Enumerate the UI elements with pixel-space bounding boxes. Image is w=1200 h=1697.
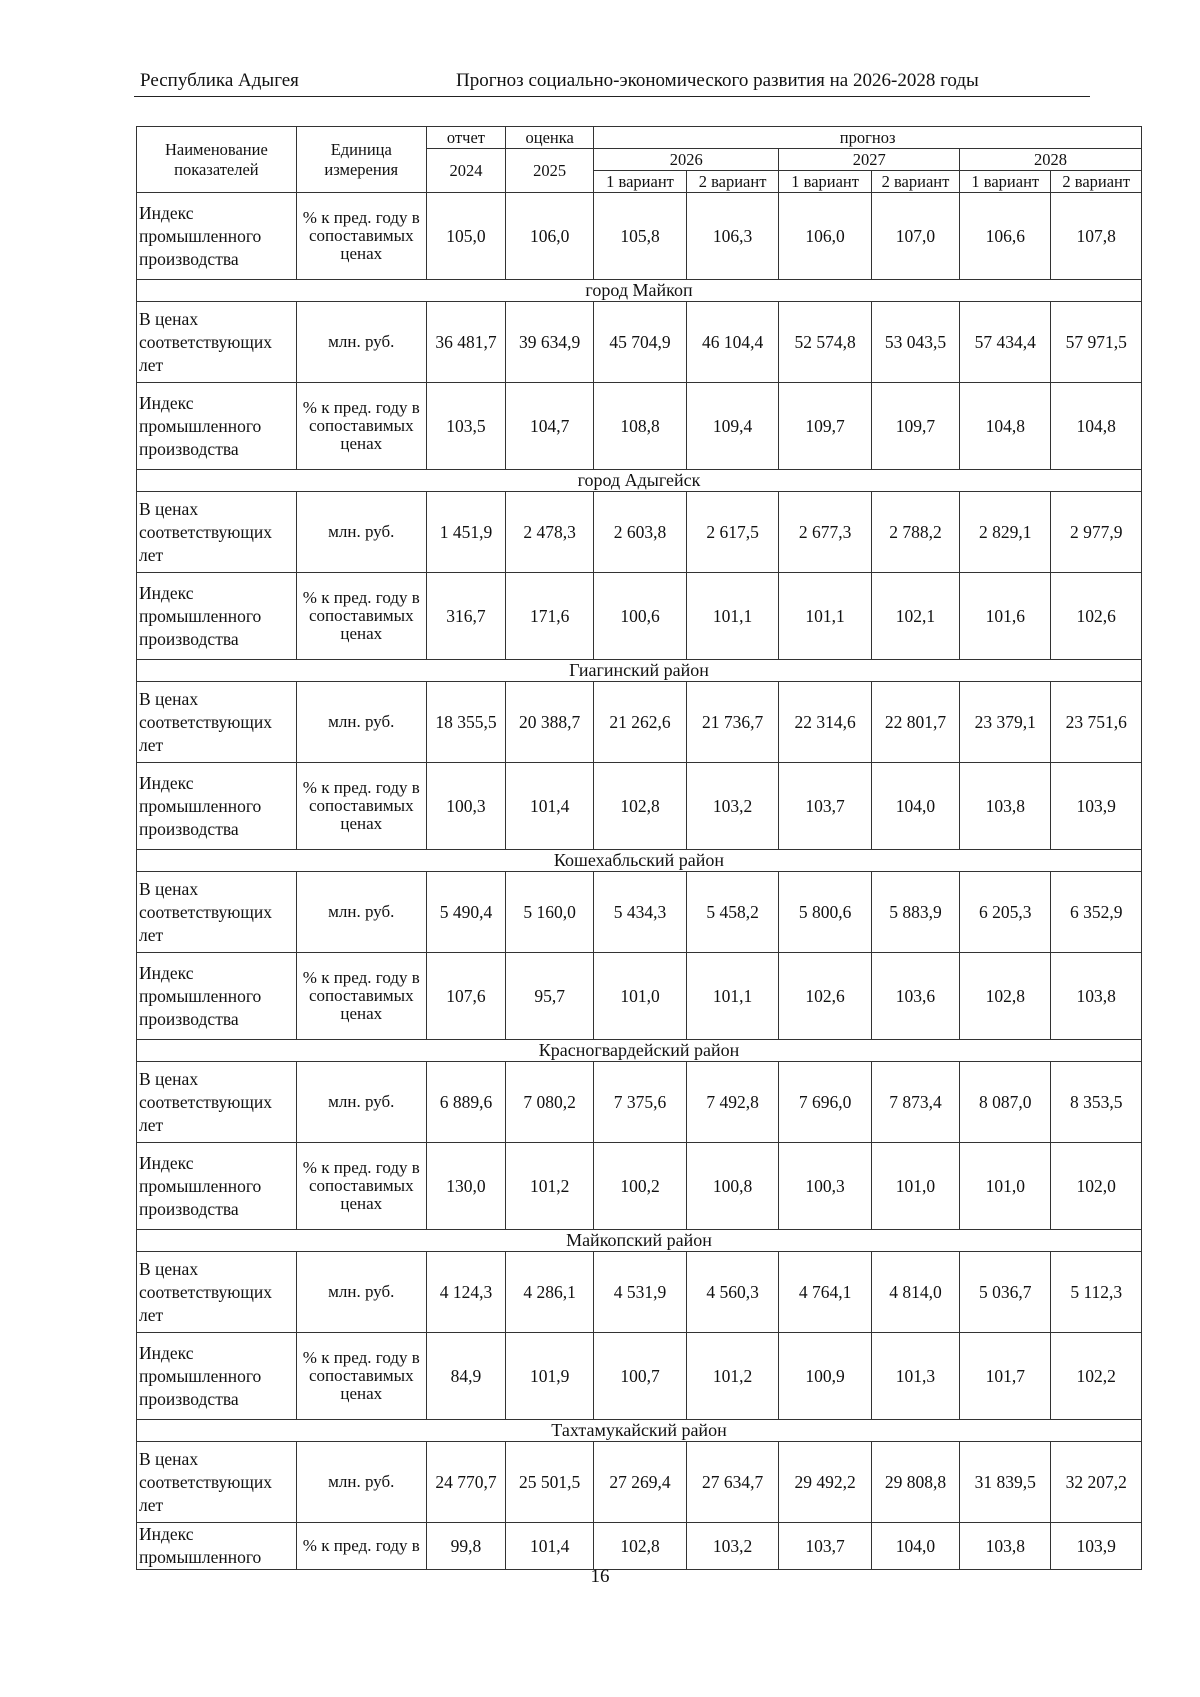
value-cell: 106,0	[506, 193, 594, 280]
row-unit: % к пред. году в	[296, 1523, 426, 1570]
value-cell: 103,5	[426, 383, 505, 470]
value-cell: 45 704,9	[594, 302, 687, 383]
value-cell: 29 808,8	[871, 1442, 959, 1523]
col-header-forecast: прогноз	[594, 127, 1142, 149]
value-cell: 46 104,4	[686, 302, 779, 383]
value-cell: 106,6	[960, 193, 1051, 280]
value-cell: 2 603,8	[594, 492, 687, 573]
value-cell: 7 696,0	[779, 1062, 872, 1143]
value-cell: 101,4	[506, 763, 594, 850]
row-indicator-name: Индекс промышленного производства	[137, 573, 297, 660]
value-cell: 107,0	[871, 193, 959, 280]
row-unit: % к пред. году в сопоставимых ценах	[296, 383, 426, 470]
value-cell: 2 977,9	[1051, 492, 1142, 573]
table-row	[137, 1143, 1142, 1230]
page-number: 16	[590, 1566, 610, 1587]
table-header	[137, 127, 1142, 193]
col-header-2028: 2028	[960, 149, 1142, 171]
value-cell: 57 434,4	[960, 302, 1051, 383]
row-unit: млн. руб.	[296, 1062, 426, 1143]
value-cell: 101,7	[960, 1333, 1051, 1420]
value-cell: 39 634,9	[506, 302, 594, 383]
section-title: город Майкоп	[137, 280, 1142, 302]
value-cell: 130,0	[426, 1143, 505, 1230]
value-cell: 107,8	[1051, 193, 1142, 280]
value-cell: 101,3	[871, 1333, 959, 1420]
value-cell: 103,8	[1051, 953, 1142, 1040]
table-row	[137, 1442, 1142, 1523]
value-cell: 25 501,5	[506, 1442, 594, 1523]
value-cell: 5 036,7	[960, 1252, 1051, 1333]
col-header-2026-v2: 2 вариант	[686, 171, 779, 193]
value-cell: 2 829,1	[960, 492, 1051, 573]
value-cell: 104,0	[871, 763, 959, 850]
value-cell: 5 434,3	[594, 872, 687, 953]
value-cell: 103,7	[779, 763, 872, 850]
section-title: Гиагинский район	[137, 660, 1142, 682]
value-cell: 102,8	[594, 763, 687, 850]
value-cell: 5 800,6	[779, 872, 872, 953]
value-cell: 1 451,9	[426, 492, 505, 573]
row-indicator-name: В ценах соответствующих лет	[137, 872, 297, 953]
value-cell: 20 388,7	[506, 682, 594, 763]
value-cell: 100,8	[686, 1143, 779, 1230]
row-unit: млн. руб.	[296, 682, 426, 763]
row-indicator-name: В ценах соответствующих лет	[137, 682, 297, 763]
value-cell: 105,0	[426, 193, 505, 280]
value-cell: 103,2	[686, 1523, 779, 1570]
value-cell: 29 492,2	[779, 1442, 872, 1523]
row-unit: % к пред. году в сопоставимых ценах	[296, 193, 426, 280]
table-row	[137, 193, 1142, 280]
col-header-2026-v1: 1 вариант	[594, 171, 687, 193]
value-cell: 101,4	[506, 1523, 594, 1570]
value-cell: 36 481,7	[426, 302, 505, 383]
row-indicator-name: Индекс промышленного производства	[137, 383, 297, 470]
value-cell: 2 478,3	[506, 492, 594, 573]
row-indicator-name: Индекс промышленного производства	[137, 763, 297, 850]
row-indicator-name: Индекс промышленного производства	[137, 1143, 297, 1230]
value-cell: 2 677,3	[779, 492, 872, 573]
value-cell: 103,8	[960, 1523, 1051, 1570]
value-cell: 102,6	[779, 953, 872, 1040]
value-cell: 106,0	[779, 193, 872, 280]
row-indicator-name: В ценах соответствующих лет	[137, 1062, 297, 1143]
value-cell: 2 788,2	[871, 492, 959, 573]
table-row	[137, 1523, 1142, 1570]
value-cell: 101,6	[960, 573, 1051, 660]
value-cell: 84,9	[426, 1333, 505, 1420]
col-header-report: отчет	[426, 127, 505, 149]
value-cell: 106,3	[686, 193, 779, 280]
value-cell: 101,2	[506, 1143, 594, 1230]
value-cell: 27 269,4	[594, 1442, 687, 1523]
value-cell: 109,4	[686, 383, 779, 470]
value-cell: 5 458,2	[686, 872, 779, 953]
row-indicator-name: Индекс промышленного производства	[137, 1333, 297, 1420]
value-cell: 109,7	[871, 383, 959, 470]
value-cell: 100,7	[594, 1333, 687, 1420]
section-title: Майкопский район	[137, 1230, 1142, 1252]
value-cell: 24 770,7	[426, 1442, 505, 1523]
row-indicator-name: В ценах соответствующих лет	[137, 492, 297, 573]
value-cell: 6 352,9	[1051, 872, 1142, 953]
value-cell: 53 043,5	[871, 302, 959, 383]
value-cell: 95,7	[506, 953, 594, 1040]
value-cell: 22 801,7	[871, 682, 959, 763]
section-row	[137, 1040, 1142, 1062]
value-cell: 104,7	[506, 383, 594, 470]
row-unit: млн. руб.	[296, 492, 426, 573]
col-header-2025: 2025	[506, 149, 594, 193]
value-cell: 8 087,0	[960, 1062, 1051, 1143]
value-cell: 7 375,6	[594, 1062, 687, 1143]
value-cell: 4 560,3	[686, 1252, 779, 1333]
value-cell: 108,8	[594, 383, 687, 470]
row-unit: % к пред. году в сопоставимых ценах	[296, 573, 426, 660]
table-row	[137, 1333, 1142, 1420]
value-cell: 6 205,3	[960, 872, 1051, 953]
value-cell: 104,8	[960, 383, 1051, 470]
value-cell: 4 814,0	[871, 1252, 959, 1333]
section-title: Тахтамукайский район	[137, 1420, 1142, 1442]
row-unit: млн. руб.	[296, 1252, 426, 1333]
value-cell: 6 889,6	[426, 1062, 505, 1143]
value-cell: 22 314,6	[779, 682, 872, 763]
value-cell: 103,9	[1051, 763, 1142, 850]
value-cell: 21 736,7	[686, 682, 779, 763]
col-header-estimate: оценка	[506, 127, 594, 149]
section-row	[137, 660, 1142, 682]
table-row	[137, 1252, 1142, 1333]
table-row	[137, 492, 1142, 573]
value-cell: 23 379,1	[960, 682, 1051, 763]
value-cell: 101,1	[779, 573, 872, 660]
value-cell: 4 124,3	[426, 1252, 505, 1333]
table-row	[137, 1062, 1142, 1143]
value-cell: 101,1	[686, 953, 779, 1040]
value-cell: 109,7	[779, 383, 872, 470]
row-unit: % к пред. году в сопоставимых ценах	[296, 953, 426, 1040]
value-cell: 100,6	[594, 573, 687, 660]
value-cell: 99,8	[426, 1523, 505, 1570]
running-header	[134, 66, 1090, 97]
value-cell: 4 531,9	[594, 1252, 687, 1333]
value-cell: 2 617,5	[686, 492, 779, 573]
value-cell: 102,2	[1051, 1333, 1142, 1420]
value-cell: 4 764,1	[779, 1252, 872, 1333]
value-cell: 316,7	[426, 573, 505, 660]
value-cell: 101,0	[960, 1143, 1051, 1230]
value-cell: 101,0	[594, 953, 687, 1040]
value-cell: 5 490,4	[426, 872, 505, 953]
row-indicator-name: В ценах соответствующих лет	[137, 1252, 297, 1333]
table-row	[137, 953, 1142, 1040]
value-cell: 57 971,5	[1051, 302, 1142, 383]
value-cell: 101,0	[871, 1143, 959, 1230]
value-cell: 32 207,2	[1051, 1442, 1142, 1523]
value-cell: 7 492,8	[686, 1062, 779, 1143]
section-row	[137, 470, 1142, 492]
value-cell: 18 355,5	[426, 682, 505, 763]
value-cell: 31 839,5	[960, 1442, 1051, 1523]
col-header-2027: 2027	[779, 149, 960, 171]
value-cell: 102,1	[871, 573, 959, 660]
value-cell: 100,9	[779, 1333, 872, 1420]
value-cell: 103,9	[1051, 1523, 1142, 1570]
col-header-2027-v2: 2 вариант	[871, 171, 959, 193]
col-header-2027-v1: 1 вариант	[779, 171, 872, 193]
value-cell: 171,6	[506, 573, 594, 660]
value-cell: 104,0	[871, 1523, 959, 1570]
row-indicator-name: В ценах соответствующих лет	[137, 302, 297, 383]
section-title: Кошехабльский район	[137, 850, 1142, 872]
row-indicator-name: В ценах соответствующих лет	[137, 1442, 297, 1523]
value-cell: 102,6	[1051, 573, 1142, 660]
value-cell: 102,0	[1051, 1143, 1142, 1230]
value-cell: 8 353,5	[1051, 1062, 1142, 1143]
section-row	[137, 1420, 1142, 1442]
col-header-name: Наименование показателей	[137, 127, 297, 193]
value-cell: 102,8	[960, 953, 1051, 1040]
table-row	[137, 573, 1142, 660]
row-indicator-name: Индекс промышленного производства	[137, 193, 297, 280]
value-cell: 21 262,6	[594, 682, 687, 763]
value-cell: 101,1	[686, 573, 779, 660]
value-cell: 103,8	[960, 763, 1051, 850]
section-title: Красногвардейский район	[137, 1040, 1142, 1062]
row-unit: млн. руб.	[296, 302, 426, 383]
value-cell: 101,9	[506, 1333, 594, 1420]
section-row	[137, 1230, 1142, 1252]
row-indicator-name: Индекс промышленного производства	[137, 953, 297, 1040]
section-row	[137, 850, 1142, 872]
section-row	[137, 280, 1142, 302]
value-cell: 100,2	[594, 1143, 687, 1230]
table-row	[137, 872, 1142, 953]
row-unit: млн. руб.	[296, 872, 426, 953]
row-unit: % к пред. году в сопоставимых ценах	[296, 1333, 426, 1420]
col-header-2028-v2: 2 вариант	[1051, 171, 1142, 193]
value-cell: 103,2	[686, 763, 779, 850]
value-cell: 105,8	[594, 193, 687, 280]
value-cell: 5 112,3	[1051, 1252, 1142, 1333]
col-header-unit: Единица измерения	[296, 127, 426, 193]
value-cell: 4 286,1	[506, 1252, 594, 1333]
col-header-2024: 2024	[426, 149, 505, 193]
table-row	[137, 383, 1142, 470]
section-title: город Адыгейск	[137, 470, 1142, 492]
value-cell: 7 873,4	[871, 1062, 959, 1143]
value-cell: 7 080,2	[506, 1062, 594, 1143]
value-cell: 5 160,0	[506, 872, 594, 953]
value-cell: 100,3	[779, 1143, 872, 1230]
col-header-2026: 2026	[594, 149, 779, 171]
table-row	[137, 763, 1142, 850]
header-region: Республика Адыгея	[140, 70, 299, 91]
table-body	[137, 193, 1142, 1570]
col-header-2028-v1: 1 вариант	[960, 171, 1051, 193]
value-cell: 23 751,6	[1051, 682, 1142, 763]
row-unit: % к пред. году в сопоставимых ценах	[296, 1143, 426, 1230]
value-cell: 104,8	[1051, 383, 1142, 470]
value-cell: 52 574,8	[779, 302, 872, 383]
value-cell: 102,8	[594, 1523, 687, 1570]
value-cell: 100,3	[426, 763, 505, 850]
value-cell: 27 634,7	[686, 1442, 779, 1523]
value-cell: 5 883,9	[871, 872, 959, 953]
forecast-table	[136, 126, 1142, 1570]
table-row	[137, 302, 1142, 383]
row-unit: % к пред. году в сопоставимых ценах	[296, 763, 426, 850]
table-row	[137, 682, 1142, 763]
value-cell: 107,6	[426, 953, 505, 1040]
value-cell: 103,7	[779, 1523, 872, 1570]
row-unit: млн. руб.	[296, 1442, 426, 1523]
row-indicator-name: Индекс промышленного	[137, 1523, 297, 1570]
value-cell: 101,2	[686, 1333, 779, 1420]
header-document-title: Прогноз социально-экономического развития на 2026-2028 годы	[456, 70, 979, 91]
value-cell: 103,6	[871, 953, 959, 1040]
